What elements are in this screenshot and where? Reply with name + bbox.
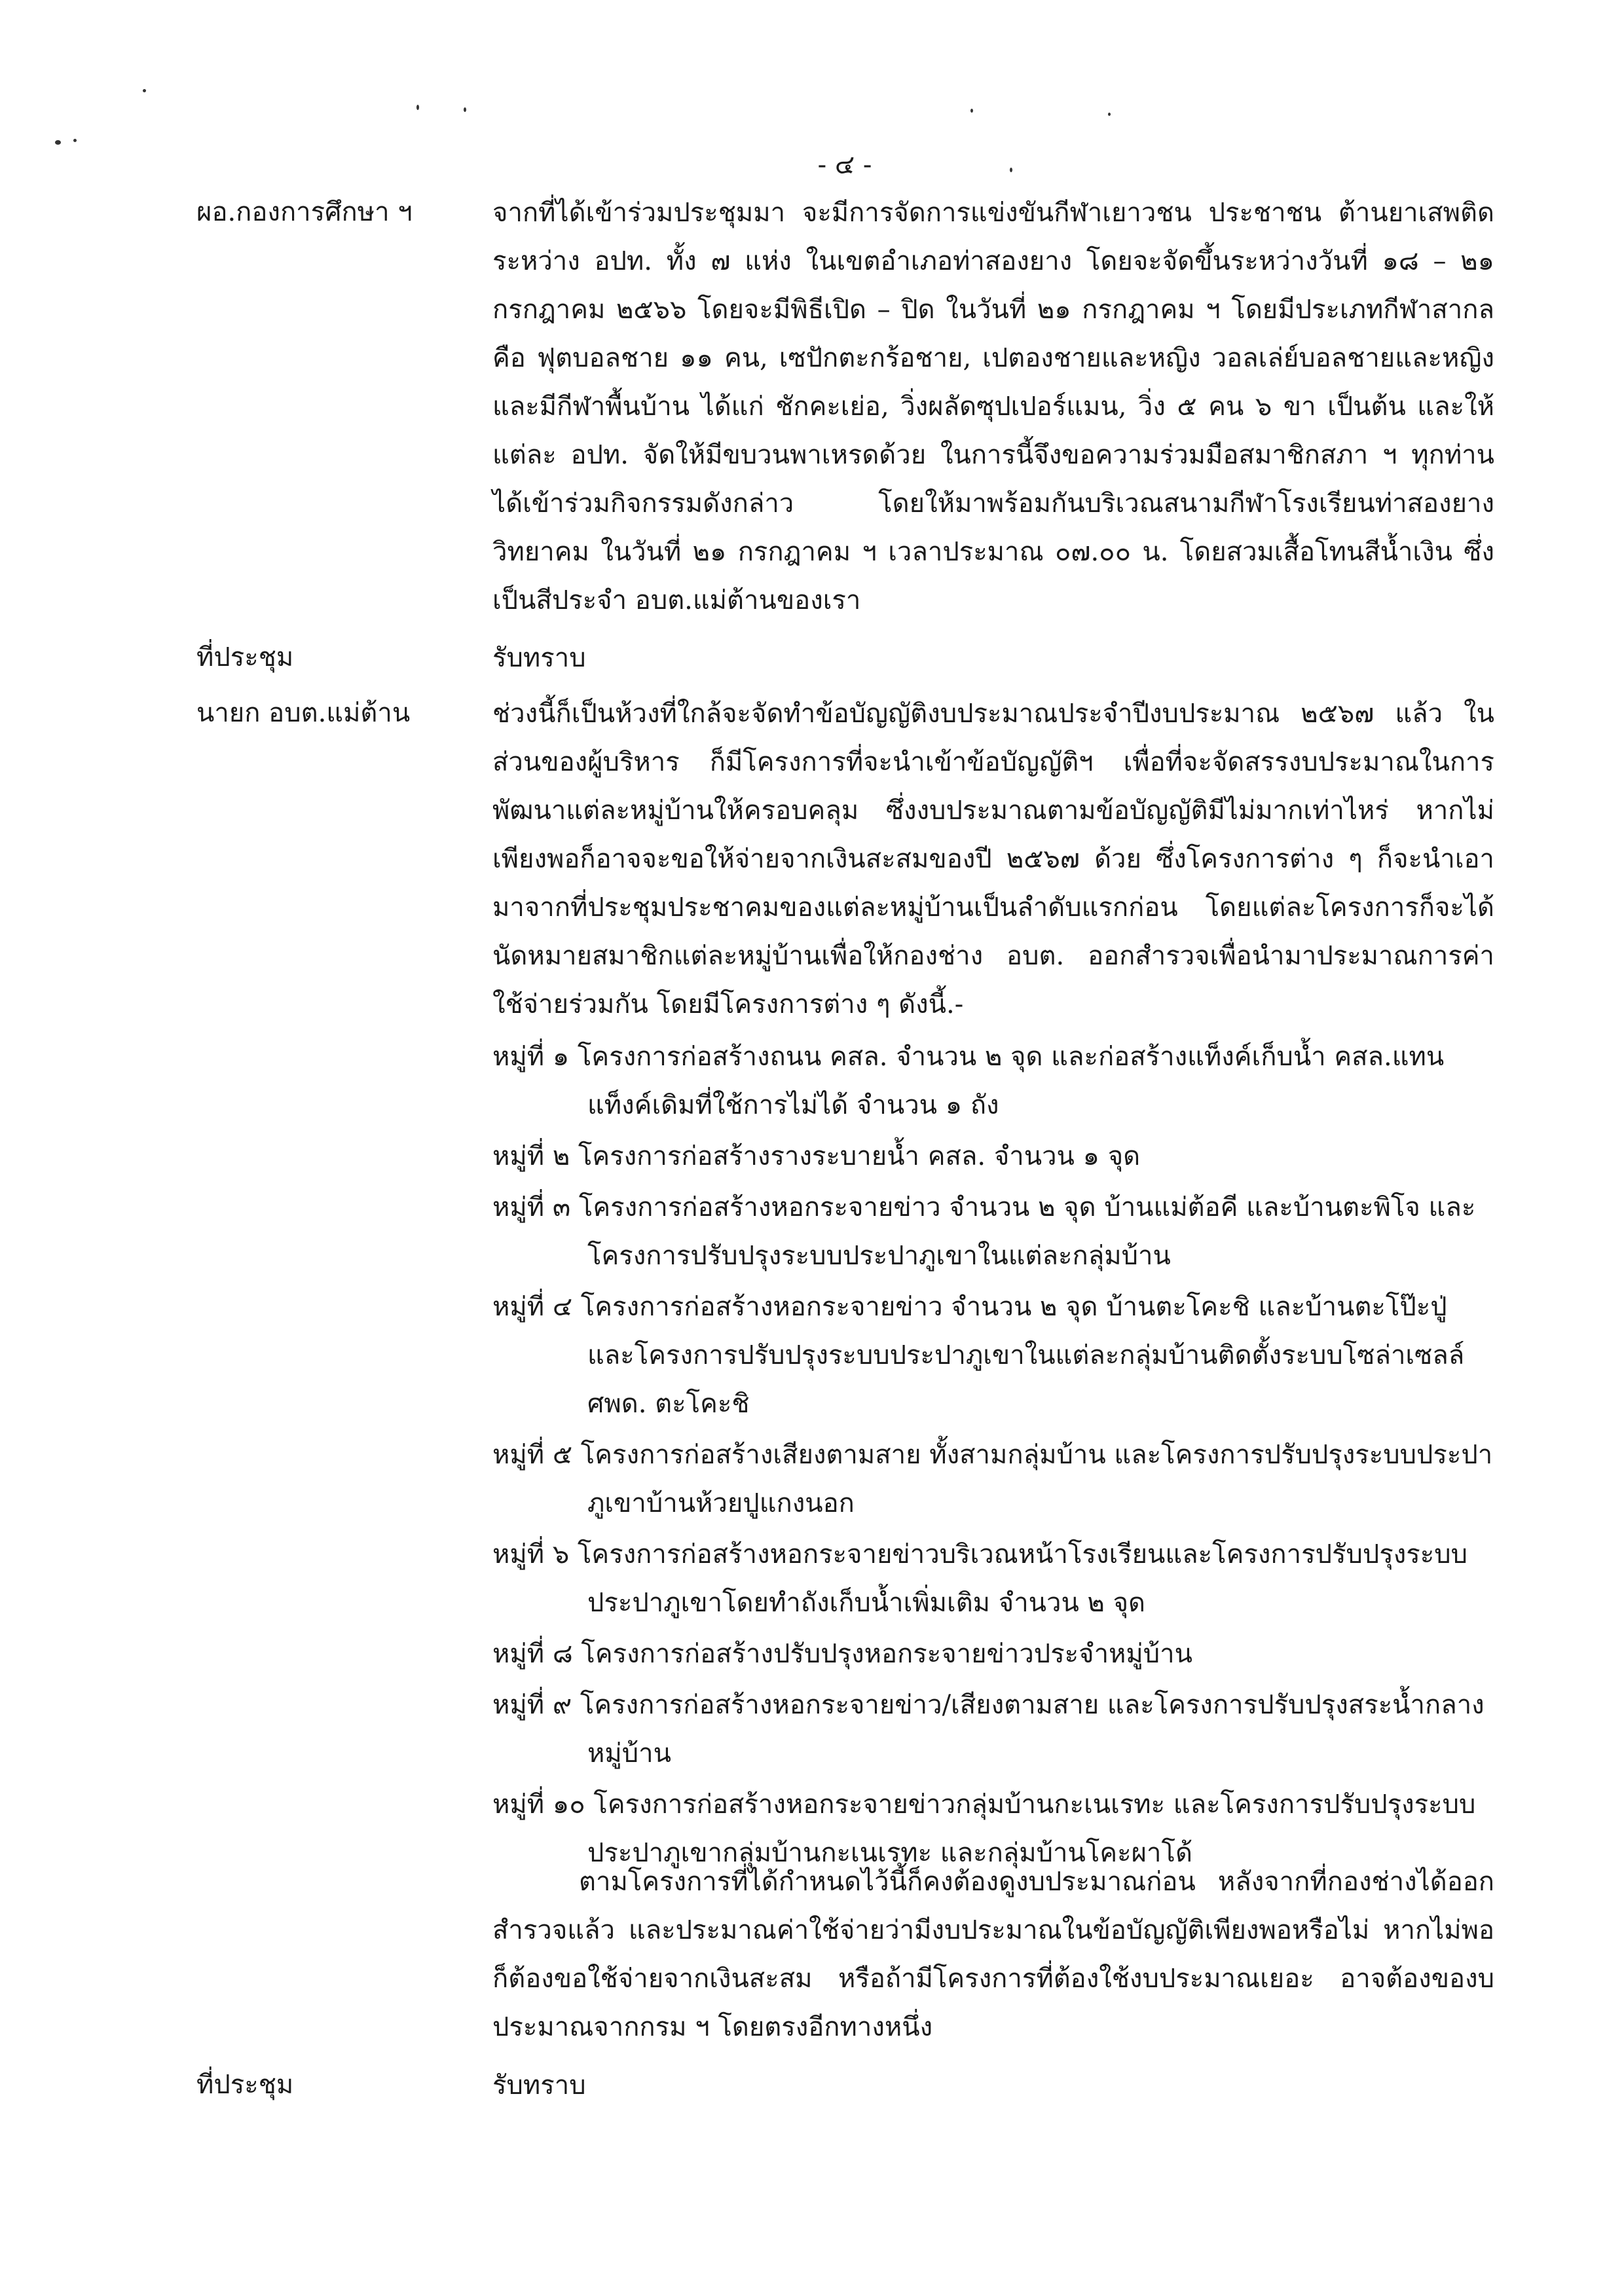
list-item: หมู่ที่ ๓ โครงการก่อสร้างหอกระจายข่าว จำนวน ๒ จุด บ้านแม่ต้อคี และบ้านตะพิโจ และโครงการปรับปรุงระบบประปาภูเขาในแต่ละกลุ่มบ้าน [492,1192,1476,1271]
list-item: หมู่ที่ ๘ โครงการก่อสร้างปรับปรุงหอกระจายข่าวประจำหมู่บ้าน [492,1639,1192,1669]
scan-speck [73,139,77,142]
scan-speck [464,107,466,112]
list-item: หมู่ที่ ๕ โครงการก่อสร้างเสียงตามสาย ทั้งสามกลุ่มบ้าน และโครงการปรับปรุงระบบประปาภูเขาบ้านห้วยปูแกงนอก [492,1440,1493,1518]
village-project-list [492,1033,1501,1880]
section-text: รับทราบ [492,2070,586,2101]
closing-paragraph: ตามโครงการที่ได้กำหนดไว้นี้ก็คงต้องดูงบประมาณก่อน หลังจากที่กองช่างได้ออกสำรวจแล้ว และประมาณค่าใช้จ่ายว่ามีงบประมาณในข้อบัญญัติเพียงพอหรือไม่ หากไม่พอก็ต้องขอใช้จ่ายจากเงินสะสม หรือถ้ามีโครงการที่ต้องใช้งบประมาณเยอะ อาจต้องของบประมาณจากกรม ฯ โดยตรงอีกทางหนึ่ง [492,1867,1494,2042]
list-item: หมู่ที่ ๑ โครงการก่อสร้างถนน คสล. จำนวน ๒ จุด และก่อสร้างแท็งค์เก็บน้ำ คสล.แทนแท็งค์เดิมที่ใช้การไม่ได้ จำนวน ๑ ถัง [492,1042,1445,1120]
scan-speck [970,109,973,113]
list-item: หมู่ที่ ๒ โครงการก่อสร้างรางระบายน้ำ คสล. จำนวน ๑ จุด [492,1141,1141,1171]
section-text: ช่วงนี้ก็เป็นห้วงที่ใกล้จะจัดทำข้อบัญญัติงบประมาณประจำปีงบประมาณ ๒๕๖๗ แล้ว ในส่วนของผู้บริหาร ก็มีโครงการที่จะนำเข้าข้อบัญญัติฯ เพื่อที่จะจัดสรรงบประมาณในการพัฒนาแต่ละหมู่บ้านให้ครอบคลุม ซึ่งงบประมาณตามข้อบัญญัติมีไม่มากเท่าไหร่ หากไม่เพียงพอก็อาจจะขอให้จ่ายจากเงินสะสมของปี ๒๕๖๗ ด้วย ซึ่งโครงการต่าง ๆ ก็จะนำเอามาจากที่ประชุมประชาคมของแต่ละหมู่บ้านเป็นลำดับแรกก่อน โดยแต่ละโครงการก็จะได้นัดหมายสมาชิกแต่ละหมู่บ้านเพื่อให้กองช่าง อบต. ออกสำรวจเพื่อนำมาประมาณการค่าใช้จ่ายร่วมกัน โดยมีโครงการต่าง ๆ ดังนี้.- [492,699,1494,1019]
page-number: - ๔ - [817,150,872,180]
list-item: หมู่ที่ ๖ โครงการก่อสร้างหอกระจายข่าวบริเวณหน้าโรงเรียนและโครงการปรับปรุงระบบประปาภูเขาโดยทำถังเก็บน้ำเพิ่มเติม จำนวน ๒ จุด [492,1539,1468,1618]
scan-speck [1010,168,1012,172]
list-item: หมู่ที่ ๙ โครงการก่อสร้างหอกระจายข่าว/เสียงตามสาย และโครงการปรับปรุงสระน้ำกลางหมู่บ้าน [492,1690,1485,1769]
speaker-label: ที่ประชุม [196,2070,294,2100]
list-item: หมู่ที่ ๔ โครงการก่อสร้างหอกระจายข่าว จำนวน ๒ จุด บ้านตะโคะชิ และบ้านตะโป๊ะปู่ และโครงการปรับปรุงระบบประปาภูเขาในแต่ละกลุ่มบ้านติดตั้งระบบโซล่าเซลล์ ศพด. ตะโคะชิ [492,1292,1465,1419]
speaker-label: ผอ.กองการศึกษา ฯ [196,197,413,227]
scan-speck [143,89,146,92]
list-item: หมู่ที่ ๑๐ โครงการก่อสร้างหอกระจายข่าวกลุ่มบ้านกะเนเรทะ และโครงการปรับปรุงระบบประปาภูเขากลุ่มบ้านกะเนเรทะ และกลุ่มบ้านโคะผาโด้ [492,1790,1476,1868]
speaker-label: นายก อบต.แม่ต้าน [196,698,411,728]
scan-speck [416,105,419,110]
section-text: รับทราบ [492,643,586,673]
section-text: จากที่ได้เข้าร่วมประชุมมา จะมีการจัดการแข่งขันกีฬาเยาวชน ประชาชน ต้านยาเสพติด ระหว่าง อปท. ทั้ง ๗ แห่ง ในเขตอำเภอท่าสองยาง โดยจะจัดขึ้นระหว่างวันที่ ๑๘ – ๒๑ กรกฎาคม ๒๕๖๖ โดยจะมีพิธีเปิด – ปิด ในวันที่ ๒๑ กรกฎาคม ฯ โดยมีประเภทกีฬาสากล คือ ฟุตบอลชาย ๑๑ คน, เซปักตะกร้อชาย, เปตองชายและหญิง วอลเล่ย์บอลชายและหญิง และมีกีฬาพื้นบ้าน ได้แก่ ชักคะเย่อ, วิ่งผลัดซุปเปอร์แมน, วิ่ง ๕ คน ๖ ขา เป็นต้น และให้แต่ละ อปท. จัดให้มีขบวนพาเหรดด้วย ในการนี้จึงขอความร่วมมือสมาชิกสภา ฯ ทุกท่านได้เข้าร่วมกิจกรรมดังกล่าว โดยให้มาพร้อมกันบริเวณสนามกีฬาโรงเรียนท่าสองยางวิทยาคม ในวันที่ ๒๑ กรกฎาคม ฯ เวลาประมาณ ๐๗.๐๐ น. โดยสวมเสื้อโทนสีน้ำเงิน ซึ่งเป็นสีประจำ อบต.แม่ต้านของเรา [492,198,1494,615]
speaker-label: ที่ประชุม [196,642,294,672]
scan-speck [1108,113,1111,116]
scan-speck [55,140,61,145]
